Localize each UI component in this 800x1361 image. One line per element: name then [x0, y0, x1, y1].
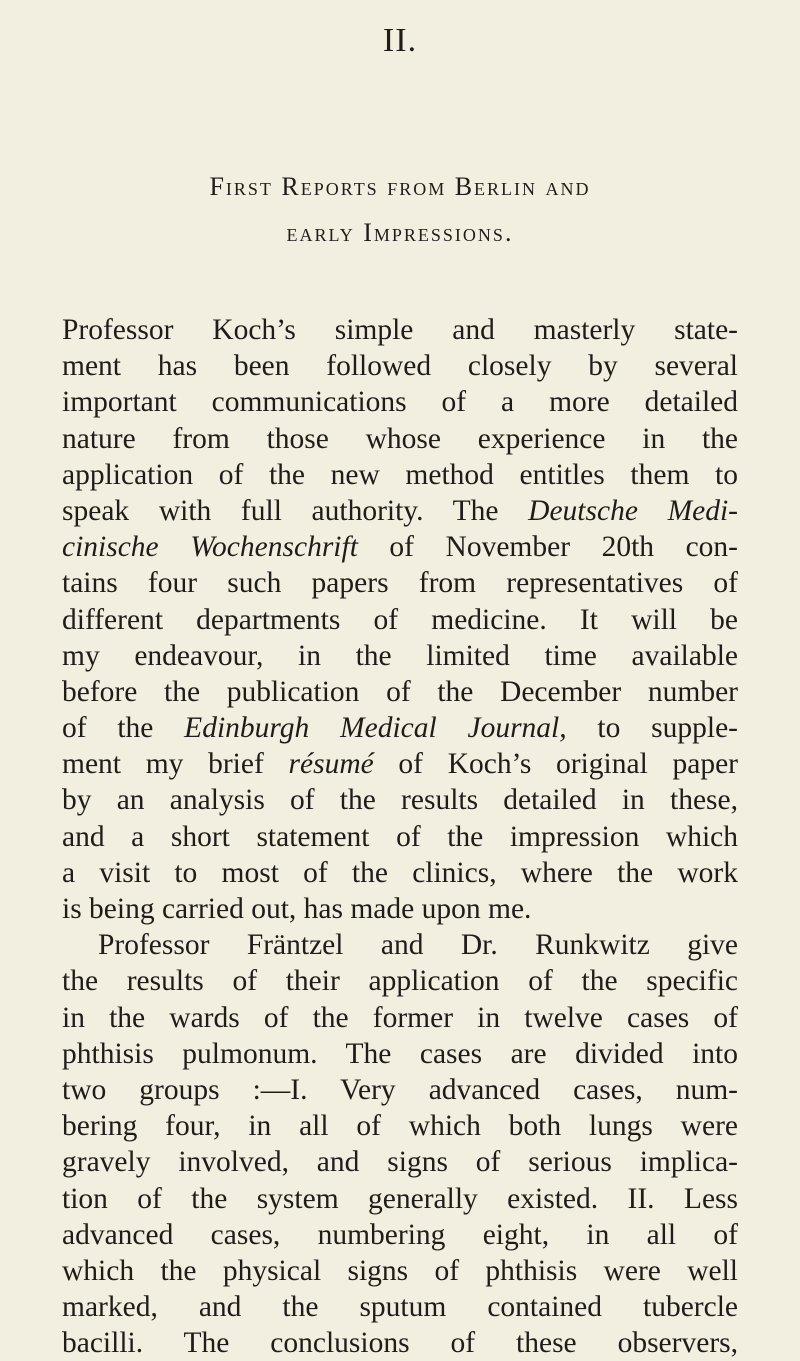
text-line: Professor Fräntzel and Dr. Runkwitz give	[98, 929, 738, 962]
text-line: speak with full authority. The Deutsche Medi-	[62, 494, 739, 527]
text-line: before the publication of the December number	[62, 675, 738, 708]
chapter-heading-line-1: First Reports from Berlin and	[209, 172, 591, 201]
text-line: ment has been followed closely by several	[62, 350, 738, 383]
text-line: by an analysis of the results detailed in these,	[62, 784, 738, 817]
text-line: which the physical signs of phthisis were well	[62, 1254, 738, 1287]
text-line: gravely involved, and signs of serious implica-	[62, 1146, 738, 1179]
text-line: and a short statement of the impression which	[62, 820, 738, 853]
text-line: cinische Wochenschrift of November 20th con-	[62, 531, 738, 564]
text-line: of the Edinburgh Medical Journal, to supple-	[62, 712, 738, 745]
text-line: different departments of medicine. It will be	[62, 603, 738, 636]
text-line: nature from those whose experience in the	[62, 422, 738, 455]
italic-text: cinische Wochenschrift	[62, 531, 358, 564]
body-text	[62, 312, 738, 1361]
text-line: ment my brief résumé of Koch’s original paper	[62, 748, 738, 781]
text-line: advanced cases, numbering eight, in all of	[62, 1218, 738, 1251]
text-line: tion of the system generally existed. II. Less	[62, 1182, 738, 1215]
text-line: bacilli. The conclusions of these observers,	[62, 1327, 738, 1360]
text-line: the results of their application of the specific	[62, 965, 738, 998]
chapter-number: II.	[382, 22, 418, 59]
text-line: bering four, in all of which both lungs were	[62, 1110, 738, 1143]
italic-text: Deutsche Medi-	[528, 494, 739, 527]
text-line: my endeavour, in the limited time available	[62, 639, 738, 672]
italic-text: Edinburgh Medical Journal,	[184, 712, 567, 745]
text-line: Professor Koch’s simple and masterly state-	[62, 314, 738, 346]
text-line: a visit to most of the clinics, where the work	[62, 856, 738, 889]
text-line: marked, and the sputum contained tubercle	[62, 1291, 738, 1324]
text-line: phthisis pulmonum. The cases are divided into	[62, 1037, 738, 1070]
text-line: in the wards of the former in twelve cases of	[62, 1001, 738, 1034]
text-line: tains four such papers from representatives of	[62, 567, 738, 600]
text-line: two groups :—I. Very advanced cases, num-	[62, 1073, 738, 1106]
italic-text: résumé	[288, 748, 374, 781]
text-line: is being carried out, has made upon me.	[62, 893, 532, 925]
chapter-heading-line-2: early Impressions.	[286, 218, 514, 247]
text-line: important communications of a more detailed	[62, 386, 738, 419]
text-line: application of the new method entitles them to	[62, 458, 738, 491]
